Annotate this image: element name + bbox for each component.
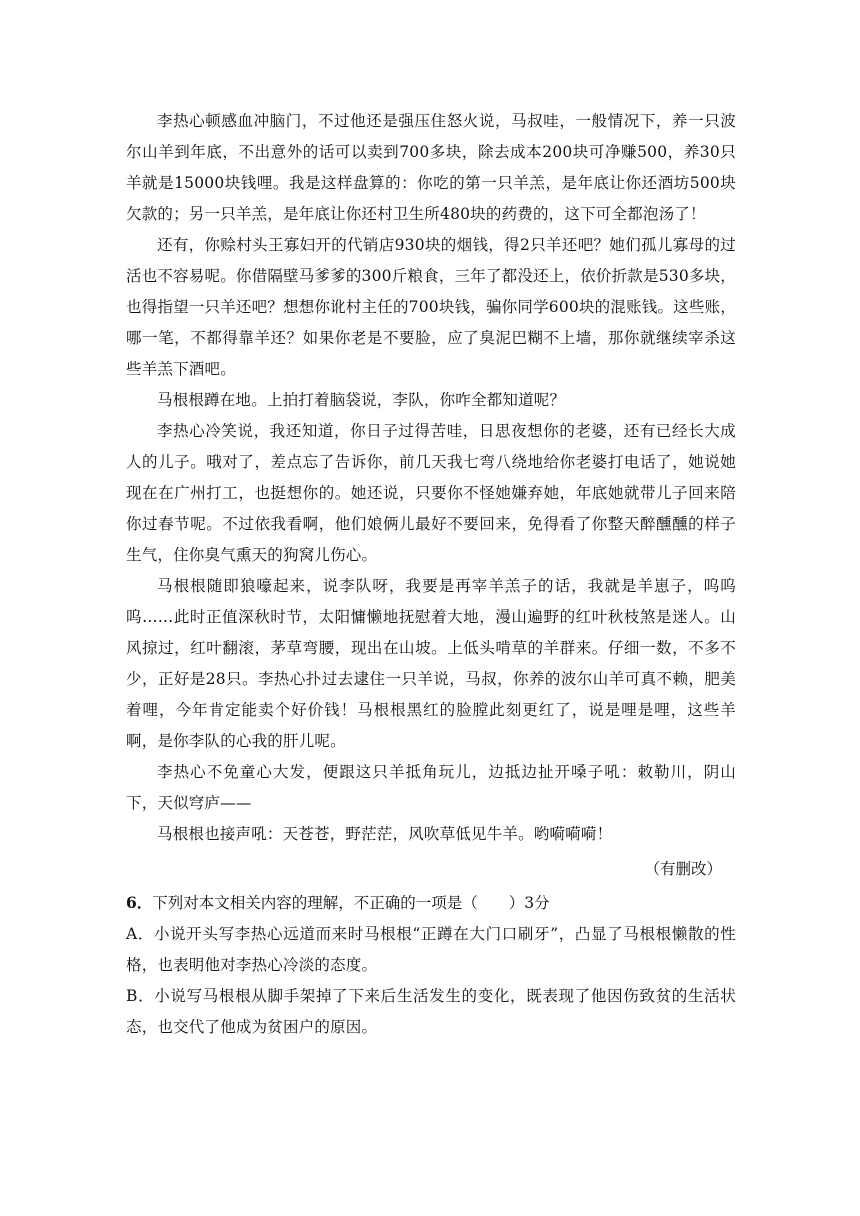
passage-paragraph-5: 马根根随即狼嚎起来，说李队呀，我要是再宰羊羔子的话，我就是羊崽子，呜呜呜……此时正值深秋时节，太阳慵懒地抚慰着大地，漫山遍野的红叶秋枝煞是迷人。山风掠过，红叶翻滚，茅草弯腰，现出在山坡。上低头啃草的羊群来。仔细一数，不多不少，正好是28只。李热心扑过去逮住一只羊说，马叔，你养的波尔山羊可真不赖，肥美着哩，今年肯定能卖个好价钱！马根根黑红的脸膛此刻更红了，说是哩是哩，这些羊啊，是你李队的心我的肝儿呢。 — [126, 577, 736, 750]
question-text: 下列对本文相关内容的理解，不正确的一项是（ ）3分 — [152, 894, 550, 912]
option-a: A．小说开头写李热心远道而来时马根根“正蹲在大门口刷牙”，凸显了马根根懒散的性格，也表明他对李热心冷淡的态度。 — [126, 925, 736, 974]
source-note: （有删改） — [644, 860, 722, 878]
passage-paragraph-7: 马根根也接声吼：天苍苍，野茫茫，风吹草低见牛羊。哟嗬嗬嗬！ — [157, 825, 613, 843]
passage-paragraph-6: 李热心不免童心大发，便跟这只羊抵角玩儿，边抵边扯开嗓子吼：敕勒川，阴山下，天似穹庐—— — [126, 763, 736, 812]
passage-paragraph-1: 李热心顿感血冲脑门，不过他还是强压住怒火说，马叔哇，一般情况下，养一只波尔山羊到年底，不出意外的话可以卖到700多块，除去成本200块可净赚500，养30只羊就是15000块钱哩。我是这样盘算的：你吃的第一只羊羔，是年底让你还酒坊500块欠款的；另一只羊羔，是年底让你还村卫生所480块的药费的，这下可全都泡汤了！ — [126, 112, 736, 223]
passage-paragraph-2: 还有，你赊村头王寡妇开的代销店930块的烟钱，得2只羊还吧？她们孤儿寡母的过活也不容易呢。你借隔壁马爹爹的300斤粮食，三年了都没还上，依价折款是530多块，也得指望一只羊还吧？想想你讹村主任的700块钱，骗你同学600块的混账钱。这些账，哪一笔，不都得靠羊还？如果你老是不要脸，应了臭泥巴糊不上墙，那你就继续宰杀这些羊羔下酒吧。 — [126, 236, 736, 378]
option-b: B．小说写马根根从脚手架掉了下来后生活发生的变化，既表现了他因伤致贫的生活状态，也交代了他成为贫困户的原因。 — [126, 987, 736, 1036]
question-number: 6． — [126, 893, 153, 912]
question-6 — [126, 887, 736, 919]
page-content — [126, 106, 736, 1043]
passage-paragraph-4: 李热心冷笑说，我还知道，你日子过得苦哇，日思夜想你的老婆，还有已经长大成人的儿子。哦对了，差点忘了告诉你，前几天我七弯八绕地给你老婆打电话了，她说她现在在广州打工，也挺想你的。她还说，只要你不怪她嫌弃她，年底她就带儿子回来陪你过春节呢。不过依我看啊，他们娘俩儿最好不要回来，免得看了你整天醉醺醺的样子生气，住你臭气熏天的狗窝儿伤心。 — [126, 422, 736, 564]
passage-paragraph-3: 马根根蹲在地。上拍打着脑袋说，李队，你咋全都知道呢？ — [157, 391, 566, 409]
